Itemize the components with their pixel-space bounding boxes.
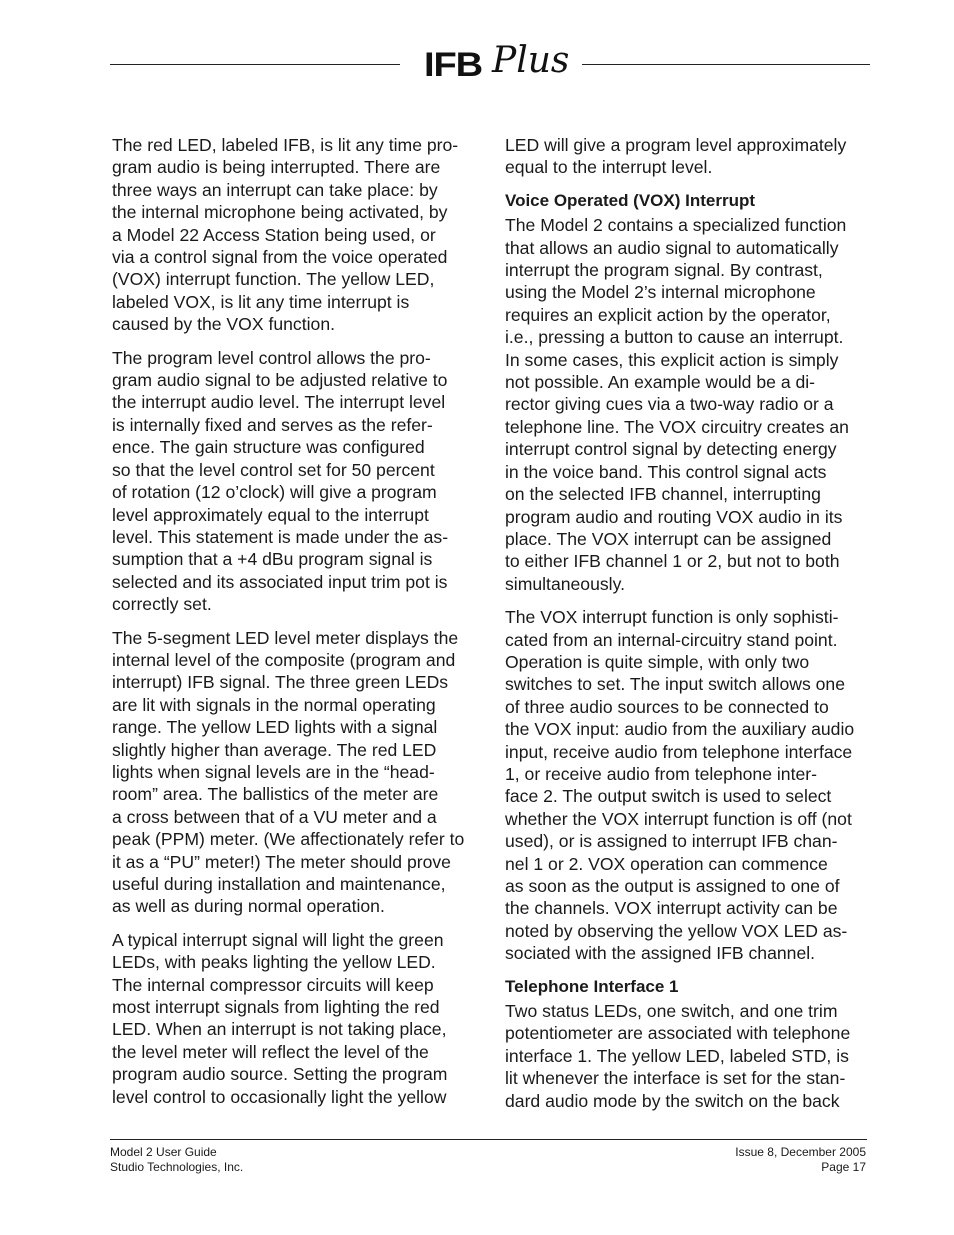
text-line: so that the level control set for 50 percent: [112, 459, 435, 480]
text-line: whether the VOX interrupt function is off (not: [505, 808, 852, 829]
right-column: [505, 134, 871, 1123]
text-line: the channels. VOX interrupt activity can be: [505, 898, 838, 919]
text-line: as well as during normal operation.: [112, 896, 385, 917]
footer-page-number: Page 17: [821, 1159, 866, 1174]
heading-telephone-interface-1: Telephone Interface 1: [505, 976, 679, 996]
text-line: gram audio signal to be adjusted relative to: [112, 370, 448, 391]
text-line: program audio source. Setting the program: [112, 1064, 448, 1085]
logo-plus-script: Plus: [492, 40, 570, 81]
text-line: The 5-segment LED level meter displays the: [112, 627, 459, 648]
logo-ifb-text: IFB: [424, 46, 482, 84]
ifb-plus-logo: [420, 40, 570, 86]
text-line: potentiometer are associated with telephone: [505, 1023, 851, 1044]
text-line: simultaneously.: [505, 573, 625, 594]
text-line: internal level of the composite (program and: [112, 649, 456, 670]
text-line: sumption that a +4 dBu program signal is: [112, 549, 433, 570]
text-line: The internal compressor circuits will keep: [112, 974, 434, 995]
text-line: the interrupt audio level. The interrupt level: [112, 392, 446, 413]
paragraph-red-led: [112, 134, 478, 336]
text-line: rector giving cues via a two-way radio or a: [505, 394, 834, 415]
text-line: face 2. The output switch is used to select: [505, 786, 832, 807]
text-line: The VOX interrupt function is only sophisti-: [505, 607, 839, 628]
text-line: used), or is assigned to interrupt IFB chan-: [505, 831, 838, 852]
text-line: LEDs, with peaks lighting the yellow LED.: [112, 952, 436, 973]
text-line: range. The yellow LED lights with a signal: [112, 717, 438, 738]
text-line: room” area. The ballistics of the meter are: [112, 784, 439, 805]
text-line: lights when signal levels are in the “head-: [112, 761, 435, 782]
text-line: are lit with signals in the normal operating: [112, 694, 436, 715]
text-line: is internally fixed and serves as the refer-: [112, 414, 433, 435]
text-line: A typical interrupt signal will light the green: [112, 929, 444, 950]
text-line: to either IFB channel 1 or 2, but not to both: [505, 551, 840, 572]
text-line: on the selected IFB channel, interrupting: [505, 484, 821, 505]
text-line: program audio and routing VOX audio in its: [505, 506, 843, 527]
paragraph-vox-2: [505, 606, 871, 965]
text-line: In some cases, this explicit action is simply: [505, 349, 839, 370]
footer-right: [735, 1145, 866, 1174]
text-line: useful during installation and maintenance,: [112, 874, 446, 894]
text-line: ence. The gain structure was configured: [112, 437, 425, 458]
text-line: interrupt) IFB signal. The three green LEDs: [112, 672, 449, 693]
footer-guide-title: Model 2 User Guide: [110, 1145, 217, 1159]
text-line: the VOX input: audio from the auxiliary audio: [505, 719, 855, 740]
text-line: sociated with the assigned IFB channel.: [505, 943, 816, 964]
text-line: input, receive audio from telephone interface: [505, 741, 853, 762]
text-line: three ways an interrupt can take place: by: [112, 179, 438, 200]
text-line: the internal microphone being activated, by: [112, 202, 448, 223]
text-line: level. This statement is made under the as-: [112, 526, 449, 547]
text-line: The Model 2 contains a specialized function: [505, 215, 847, 236]
text-line: correctly set.: [112, 594, 212, 615]
text-line: using the Model 2’s internal microphone: [505, 282, 816, 303]
text-line: dard audio mode by the switch on the back: [505, 1090, 840, 1111]
header-rule-left: [110, 64, 400, 65]
text-line: a Model 22 Access Station being used, or: [112, 224, 436, 245]
text-line: place. The VOX interrupt can be assigned: [505, 528, 832, 549]
left-column: [112, 134, 478, 1119]
text-line: level approximately equal to the interrupt: [112, 504, 429, 525]
text-line: noted by observing the yellow VOX LED as-: [505, 920, 848, 941]
text-line: LED. When an interrupt is not taking place,: [112, 1019, 447, 1040]
text-line: as soon as the output is assigned to one of: [505, 876, 840, 896]
text-line: requires an explicit action by the operator,: [505, 304, 831, 325]
text-line: peak (PPM) meter. (We affectionately refer to: [112, 829, 465, 850]
text-line: equal to the interrupt level.: [505, 157, 713, 178]
footer-company: Studio Technologies, Inc.: [110, 1159, 244, 1174]
text-line: (VOX) interrupt function. The yellow LED,: [112, 269, 435, 290]
text-line: interface 1. The yellow LED, labeled STD, is: [505, 1045, 849, 1066]
text-line: interrupt the program signal. By contrast,: [505, 260, 823, 281]
text-line: that allows an audio signal to automatically: [505, 237, 839, 258]
text-line: The red LED, labeled IFB, is lit any time pro-: [112, 135, 459, 155]
text-line: 1, or receive audio from telephone inter-: [505, 763, 817, 784]
text-line: level control to occasionally light the yellow: [112, 1086, 447, 1107]
text-line: labeled VOX, is lit any time interrupt is: [112, 291, 410, 312]
text-line: via a control signal from the voice operated: [112, 247, 448, 268]
text-line: gram audio is being interrupted. There are: [112, 157, 441, 178]
paragraph-program-level: [112, 347, 478, 616]
header-rule-right: [582, 64, 870, 65]
paragraph-typical-interrupt: [112, 929, 478, 1108]
text-line: of three audio sources to be connected to: [505, 696, 829, 717]
footer-rule: [110, 1139, 867, 1140]
footer-left: [110, 1145, 243, 1174]
text-line: in the voice band. This control signal acts: [505, 461, 827, 482]
text-line: lit whenever the interface is set for the stan-: [505, 1068, 846, 1089]
text-line: selected and its associated input trim pot is: [112, 571, 448, 592]
paragraph-intro-continued: [505, 134, 871, 179]
footer-issue: Issue 8, December 2005: [735, 1145, 866, 1159]
text-line: Operation is quite simple, with only two: [505, 651, 810, 672]
text-line: interrupt control signal by detecting energy: [505, 439, 837, 460]
text-line: switches to set. The input switch allows one: [505, 674, 845, 695]
text-line: cated from an internal-circuitry stand point.: [505, 629, 838, 650]
text-line: the level meter will reflect the level of the: [112, 1041, 429, 1062]
text-line: a cross between that of a VU meter and a: [112, 806, 437, 827]
text-line: caused by the VOX function.: [112, 314, 335, 335]
paragraph-vox-1: [505, 214, 871, 595]
text-line: The program level control allows the pro-: [112, 347, 431, 368]
text-line: nel 1 or 2. VOX operation can commence: [505, 853, 828, 874]
paragraph-telephone-1: [505, 1000, 871, 1112]
text-line: telephone line. The VOX circuitry creates an: [505, 416, 849, 437]
text-line: i.e., pressing a button to cause an interrupt.: [505, 327, 844, 348]
text-line: LED will give a program level approximately: [505, 135, 847, 155]
text-line: not possible. An example would be a di-: [505, 372, 816, 393]
heading-vox-interrupt: Voice Operated (VOX) Interrupt: [505, 190, 756, 210]
text-line: most interrupt signals from lighting the red: [112, 997, 440, 1018]
text-line: it as a “PU” meter!) The meter should prove: [112, 851, 451, 872]
text-line: Two status LEDs, one switch, and one trim: [505, 1001, 838, 1022]
paragraph-led-meter: [112, 627, 478, 918]
text-line: slightly higher than average. The red LED: [112, 739, 437, 760]
text-line: of rotation (12 o’clock) will give a program: [112, 482, 437, 503]
